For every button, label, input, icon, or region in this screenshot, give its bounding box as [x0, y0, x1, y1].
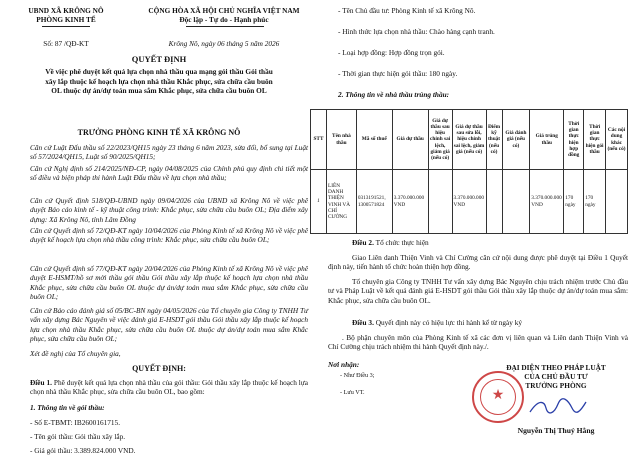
basis-2: Căn cứ Nghị định số 214/2025/NĐ-CP, ngày 04/08/2025 của Chính phủ quy định chi tiết một số điều và biện pháp thi hành Luật Đấu thầu về lựa chọn nhà thầu; — [30, 164, 308, 183]
section-1-title: 1. Thông tin về gói thầu: — [30, 403, 105, 412]
agency-line-2: PHÒNG KINH TẾ — [36, 15, 96, 24]
agency-underline — [42, 26, 90, 27]
td-contractor: LIÊN DANH THIỆN VINH VÀ CHÍ CƯỜNG — [326, 170, 356, 234]
article-1-text: Phê duyệt kết quả lựa chọn nhà thầu của gói thầu: Gói thầu xây lắp thuộc kế hoạch lựa chọn nhà thầu Khắc phục, sửa chữa cầu buôn OL, bao gồm: — [30, 378, 308, 397]
td-stt: 1 — [311, 170, 327, 234]
winner-table-header-row — [311, 110, 628, 170]
table-row — [311, 170, 628, 234]
th-tax-code: Mã số thuế — [356, 110, 392, 170]
td-tax-code: 0313191521, 1300571824 — [356, 170, 392, 234]
th-evaluated-price: Giá đánh giá (nếu có) — [502, 110, 530, 170]
issuer: TRƯỞNG PHÒNG KINH TẾ XÃ KRÔNG NÔ — [77, 128, 241, 137]
td-evaluated-price — [502, 170, 530, 234]
package-etbmt: - Số E-TBMT: IB2600161715. — [30, 418, 121, 427]
investor-name: - Tên Chủ đầu tư: Phòng Kinh tế xã Krông Nô. — [338, 6, 476, 15]
article-3-text: Quyết định này có hiệu lực thi hành kể từ ngày ký — [375, 318, 523, 327]
recipients-title: Nơi nhận: — [328, 360, 360, 369]
th-package-duration: Thời gian thực hiện gói thầu — [584, 110, 606, 170]
basis-5: Căn cứ Quyết định số 77/QĐ-KT ngày 20/04/2026 của Phòng Kinh tế xã Krông Nô về việc phê duyệt E-HSMT/hồ sơ mời thầu gói thầu Gói thầu xây lắp thuộc kế hoạch lựa chọn nhà thầu Khắc phục, sửa chữa cầu buôn OL thuộc dự án/dự toán mua sắm Khắc phục, sửa chữa cầu buôn OL; — [30, 264, 308, 302]
decision-subject-1: Về việc phê duyệt kết quả lựa chọn nhà thầu qua mạng gói thầu Gói thầu — [45, 67, 273, 76]
th-other: Các nội dung khác (nếu có) — [606, 110, 628, 170]
td-adjusted-price — [428, 170, 452, 234]
recipient-1: - Như Điều 3; — [340, 372, 375, 379]
th-bid-price: Giá dự thầu — [392, 110, 428, 170]
td-contract-duration: 170 ngày — [564, 170, 584, 234]
signature-icon — [528, 398, 588, 416]
basis-7: Xét đề nghị của Tổ chuyên gia, — [30, 349, 121, 358]
td-other — [606, 170, 628, 234]
th-adjusted-price: Giá dự thầu sau hiệu chỉnh sai lệch, giảm giá (nếu có) — [428, 110, 452, 170]
package-duration: - Thời gian thực hiện gói thầu: 180 ngày. — [338, 69, 458, 78]
selection-method: - Hình thức lựa chọn nhà thầu: Chào hàng cạnh tranh. — [338, 27, 495, 36]
decision-title: QUYẾT ĐỊNH — [131, 54, 187, 64]
article-2-paragraph-1: Giao Liên danh Thiện Vinh và Chí Cường căn cứ nội dung được phê duyệt tại Điều 1 Quyết định này, tiến hành tổ chức hoàn thiện hợp đồng. — [328, 253, 628, 272]
th-winning-price: Giá trúng thầu — [530, 110, 564, 170]
th-stt: STT — [311, 110, 327, 170]
agency-line-1: UBND XÃ KRÔNG NÔ — [28, 6, 104, 15]
package-name: - Tên gói thầu: Gói thầu xây lắp. — [30, 432, 126, 441]
basis-1: Căn cứ Luật Đấu thầu số 22/2023/QH15 ngày 23 tháng 6 năm 2023, sửa đổi, bổ sung tại Luật số 57/2024/QH15, Luật số 90/2025/QH15; — [30, 143, 308, 162]
official-seal-icon — [472, 371, 524, 423]
signer-title-3: TRƯỞNG PHÒNG — [525, 381, 587, 390]
signer-name: Nguyễn Thị Thuý Hằng — [517, 426, 595, 435]
article-3-paragraph-1: . Bộ phận chuyên môn của Phòng Kinh tế xã các đơn vị liên quan và Liên danh Thiện Vinh và Chí Cường chịu trách nhiệm thi hành Quyết định này./. — [328, 333, 628, 352]
motto-underline — [186, 26, 264, 27]
article-1-label: Điều 1. — [30, 378, 52, 387]
th-corrected-price: Giá dự thầu sau sửa lỗi, hiệu chỉnh sai lệch, giảm giá (nếu có) — [452, 110, 486, 170]
signer-title-2: CỦA CHỦ ĐẦU TƯ — [524, 372, 588, 381]
th-tech-score: Điểm kỹ thuật (nếu có) — [486, 110, 502, 170]
contract-type: - Loại hợp đồng: Hợp đồng trọn gói. — [338, 48, 445, 57]
td-corrected-price: 3.370.000.000 VND — [452, 170, 486, 234]
recipient-2: - Lưu VT. — [340, 389, 365, 396]
decision-subject-3: OL thuộc dự án/dự toán mua sắm Khắc phục, sửa chữa cầu buôn OL — [51, 86, 267, 95]
td-bid-price: 3.370.000.000 VND — [392, 170, 428, 234]
article-1 — [30, 378, 308, 397]
decides-heading: QUYẾT ĐỊNH: — [132, 364, 186, 373]
article-3-label: Điều 3. — [352, 318, 374, 327]
article-2-text: Tổ chức thực hiện — [375, 238, 429, 247]
package-price: - Giá gói thầu: 3.389.824.000 VND. — [30, 446, 136, 455]
th-contractor: Tên nhà thầu — [326, 110, 356, 170]
national-title: CỘNG HÒA XÃ HỘI CHỦ NGHĨA VIỆT NAM — [148, 6, 300, 15]
article-2 — [352, 238, 429, 247]
section-2-title: 2. Thông tin về nhà thầu trúng thầu: — [338, 90, 450, 99]
th-contract-duration: Thời gian thực hiện hợp đồng — [564, 110, 584, 170]
decision-subject-2: xây lắp thuộc kế hoạch lựa chọn nhà thầu Khắc phục, sửa chữa cầu buôn — [45, 76, 273, 86]
signer-title-1: ĐẠI DIỆN THEO PHÁP LUẬT — [506, 363, 606, 372]
basis-3: Căn cứ Quyết định 518/QĐ-UBND ngày 09/04/2026 của UBND xã Krông Nô về việc phê duyệt Báo cáo kinh tế - kỹ thuật công trình: Khắc phục, sửa chữa cầu buôn OL; Địa điểm xây dựng: Xã Krông Nô, tỉnh Lâm Đồng — [30, 196, 308, 224]
article-2-paragraph-2: Tổ chuyên gia Công ty TNHH Tư vấn xây dựng Bác Nguyên chịu trách nhiệm trước Chủ đầu tư và Pháp Luật về kết quả đánh giá E-HSDT gói thầu Gói thầu xây lắp thuộc dự án/dự toán mua sắm: Khắc phục, sửa chữa cầu buôn OL. — [328, 277, 628, 305]
td-winning-price: 3.370.000.000 VND — [530, 170, 564, 234]
document-number: Số: 87 /QĐ-KT — [43, 39, 89, 48]
td-tech-score — [486, 170, 502, 234]
winner-table — [310, 109, 628, 234]
article-3 — [352, 318, 522, 327]
td-package-duration: 170 ngày — [584, 170, 606, 234]
national-motto: Độc lập - Tự do - Hạnh phúc — [179, 15, 269, 24]
basis-4: Căn cứ Quyết định số 72/QĐ-KT ngày 10/04/2026 của Phòng Kinh tế xã Krông Nô về việc phê duyệt kế hoạch lựa chọn nhà thầu công trình: Khắc phục, sửa chữa cầu buôn OL; — [30, 226, 308, 245]
article-2-label: Điều 2. — [352, 238, 374, 247]
place-date: Krông Nô, ngày 06 tháng 5 năm 2026 — [168, 39, 280, 48]
basis-6: Căn cứ Báo cáo đánh giá số 05/BC-BN ngày 04/05/2026 của Tổ chuyên gia Công ty TNHH Tư vấn xây dựng Bác Nguyên về việc đánh giá E-HSDT gói thầu Gói thầu xây lắp thuộc kế hoạch lựa chọn nhà thầu Khắc phục, sửa chữa cầu buôn OL thuộc dự án/dự toán mua sắm Khắc phục, sửa chữa cầu buôn OL; — [30, 306, 308, 344]
